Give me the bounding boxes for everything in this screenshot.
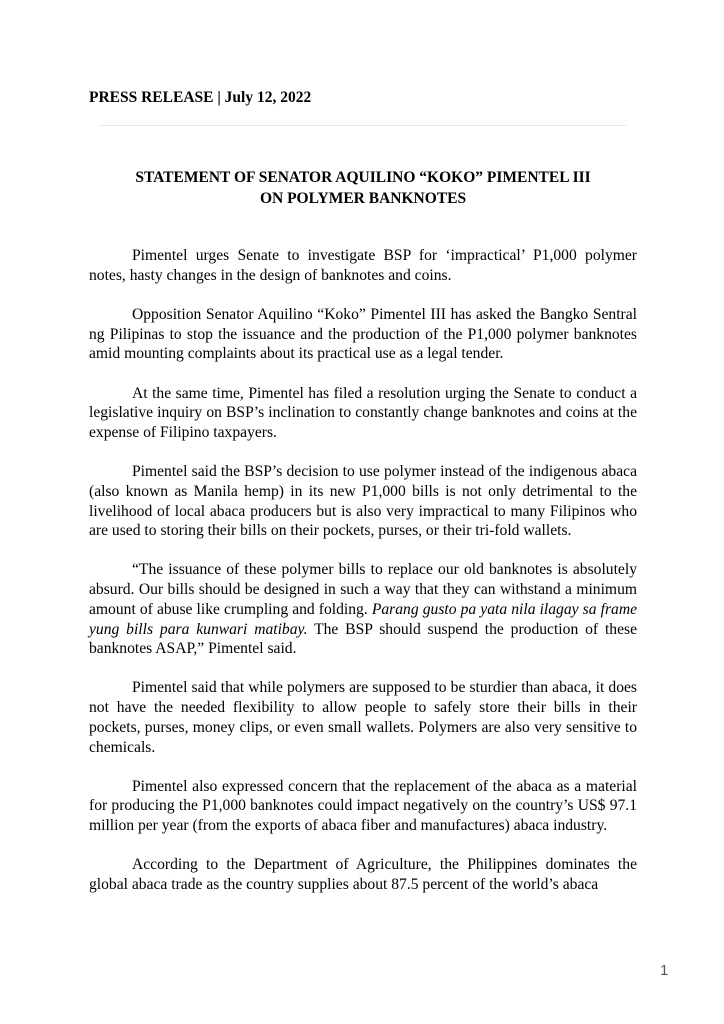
page-number: 1 — [660, 962, 669, 979]
paragraph-4: Pimentel said the BSP’s decision to use polymer instead of the indigenous abaca (also known as Manila hemp) in its new P1,000 bills is not only detrimental to the livelihood of local abaca producers but is also very impractical to many Filipinos who are used to storing their bills on their pockets, purses, or their tri-fold wallets. — [89, 463, 637, 540]
statement-title — [89, 167, 637, 209]
paragraph-1: Pimentel urges Senate to investigate BSP for ‘impractical’ P1,000 polymer notes, hasty changes in the design of banknotes and coins. — [89, 247, 637, 284]
press-release-header: PRESS RELEASE | July 12, 2022 — [89, 89, 312, 106]
quote-text-end: The BSP should suspend the production of these banknotes ASAP,” Pimentel said. — [89, 620, 637, 658]
paragraph-7: Pimentel also expressed concern that the replacement of the abaca as a material for producing the P1,000 banknotes could impact negatively on the country’s US$ 97.1 million per year (from the exports of abaca fiber and manufactures) abaca industry. — [89, 777, 637, 835]
paragraph-6: Pimentel said that while polymers are supposed to be sturdier than abaca, it does not have the needed flexibility to allow people to safely store their bills in their pockets, purses, money clips, or even small wallets. Polymers are also very sensitive to chemicals. — [89, 679, 637, 756]
paragraph-8: According to the Department of Agriculture, the Philippines dominates the global abaca trade as the country supplies about 87.5 percent of the world’s abaca — [89, 856, 637, 894]
quote-text-start: “The issuance of these polymer bills to replace our old banknotes is absolutely absurd. Our bills should be designed in such a way that they can withstand a minimum amount of abuse like crumpling and folding. — [89, 561, 637, 618]
body-text — [89, 246, 637, 914]
paragraph-2: Opposition Senator Aquilino “Koko” Pimentel III has asked the Bangko Sentral ng Pilipinas to stop the issuance and the production of the P1,000 polymer banknotes amid mounting complaints about its practical use as a legal tender. — [89, 305, 637, 363]
header-divider — [98, 125, 626, 126]
title-line-2: ON POLYMER BANKNOTES — [259, 190, 467, 207]
quote-italic-tagalog: Parang gusto pa yata nila ilagay sa frame yung bills para kunwari matibay. — [89, 600, 637, 638]
paragraph-5-quote — [89, 560, 637, 659]
paragraph-3: At the same time, Pimentel has filed a resolution urging the Senate to conduct a legislative inquiry on BSP’s inclination to constantly change banknotes and coins at the expense of Filipino taxpayers. — [89, 384, 637, 441]
title-line-1: STATEMENT OF SENATOR AQUILINO “KOKO” PIMENTEL III — [135, 169, 591, 186]
